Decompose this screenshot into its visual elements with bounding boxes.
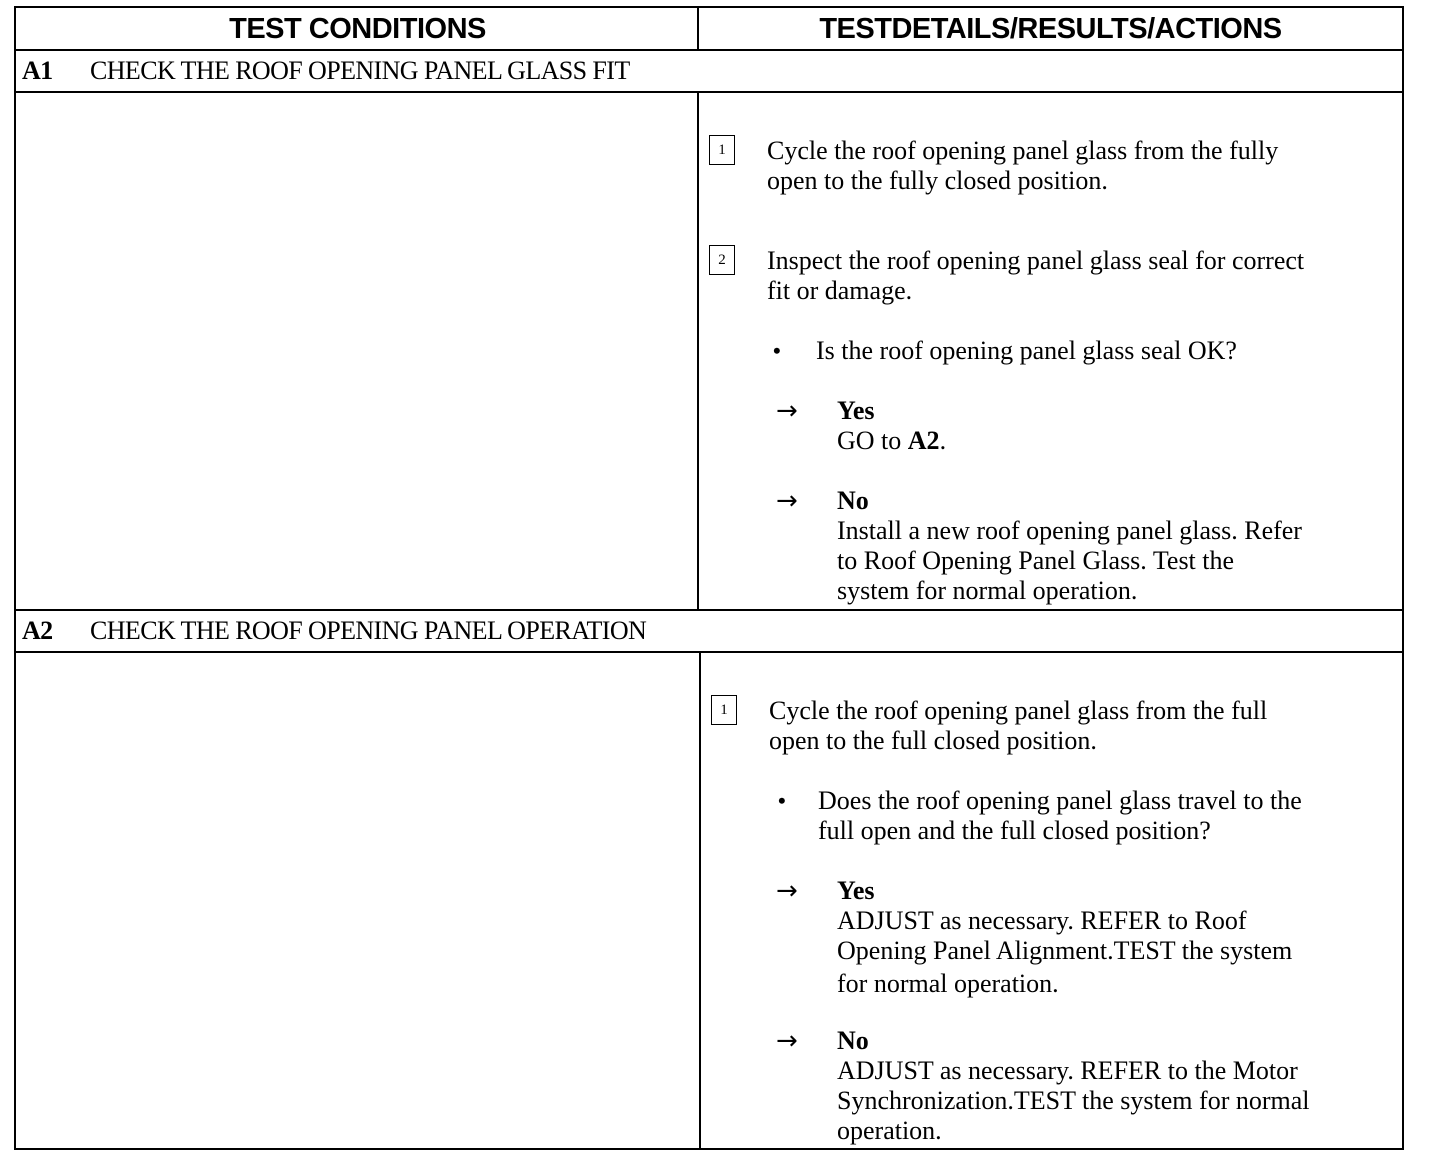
section-title-a2 <box>22 616 646 646</box>
answer-line: Opening Panel Alignment.TEST the system <box>837 936 1293 965</box>
answer-label: No <box>837 486 869 515</box>
bullet-icon: • <box>778 788 786 813</box>
answer-line: ADJUST as necessary. REFER to Roof <box>837 906 1247 935</box>
question-text <box>818 786 1302 846</box>
step-text <box>769 696 1267 756</box>
question-line: full open and the full closed position? <box>818 816 1211 845</box>
right-arrow-icon: → <box>776 876 798 906</box>
right-arrow-icon: → <box>776 486 798 516</box>
answer-line: operation. <box>837 1116 942 1145</box>
answer-no <box>837 486 1302 606</box>
header-test-conditions: TEST CONDITIONS <box>229 12 486 45</box>
section-id: A2 <box>22 616 53 645</box>
diagnostic-table <box>14 6 1404 1150</box>
answer-line: GO to A2. <box>837 426 947 455</box>
answer-line: for normal operation. <box>837 969 1059 998</box>
step-line: open to the full closed position. <box>769 726 1097 755</box>
question-text <box>816 336 1237 366</box>
divider <box>697 91 699 609</box>
divider <box>16 609 1402 611</box>
step-line: Cycle the roof opening panel glass from the full <box>769 696 1268 725</box>
header-test-details: TESTDETAILS/RESULTS/ACTIONS <box>819 12 1282 45</box>
answer-line: Synchronization.TEST the system for normal <box>837 1086 1310 1115</box>
step-text <box>767 246 1304 306</box>
step-line: Cycle the roof opening panel glass from the fully <box>767 136 1279 165</box>
answer-label: Yes <box>837 876 875 905</box>
step-text <box>767 136 1278 196</box>
divider <box>16 91 1402 93</box>
divider <box>697 8 699 49</box>
right-arrow-icon: → <box>776 1026 798 1056</box>
section-title: CHECK THE ROOF OPENING PANEL OPERATION <box>90 616 647 645</box>
step-line: open to the fully closed position. <box>767 166 1108 195</box>
answer-line: system for normal operation. <box>837 576 1138 605</box>
question-line: Does the roof opening panel glass travel to the <box>818 786 1302 815</box>
bullet-icon: • <box>773 338 781 363</box>
section-title-a1 <box>22 56 630 86</box>
step-number-box: 1 <box>711 695 737 725</box>
answer-yes <box>837 396 946 456</box>
answer-line: Install a new roof opening panel glass. Refer <box>837 516 1302 545</box>
answer-line: to Roof Opening Panel Glass. Test the <box>837 546 1235 575</box>
step-line: Inspect the roof opening panel glass seal for correct <box>767 246 1305 275</box>
divider <box>16 49 1402 51</box>
answer-yes <box>837 876 1292 999</box>
answer-no <box>837 1026 1310 1146</box>
section-id: A1 <box>22 56 53 85</box>
step-number-box: 1 <box>709 135 735 165</box>
right-arrow-icon: → <box>776 396 798 426</box>
answer-label: Yes <box>837 396 875 425</box>
answer-label: No <box>837 1026 869 1055</box>
step-line: fit or damage. <box>767 276 913 305</box>
divider <box>16 651 1402 653</box>
step-number-box: 2 <box>709 245 735 275</box>
divider <box>699 651 701 1148</box>
question-line: Is the roof opening panel glass seal OK? <box>816 336 1237 365</box>
section-title: CHECK THE ROOF OPENING PANEL GLASS FIT <box>90 56 630 85</box>
answer-line: ADJUST as necessary. REFER to the Motor <box>837 1056 1298 1085</box>
